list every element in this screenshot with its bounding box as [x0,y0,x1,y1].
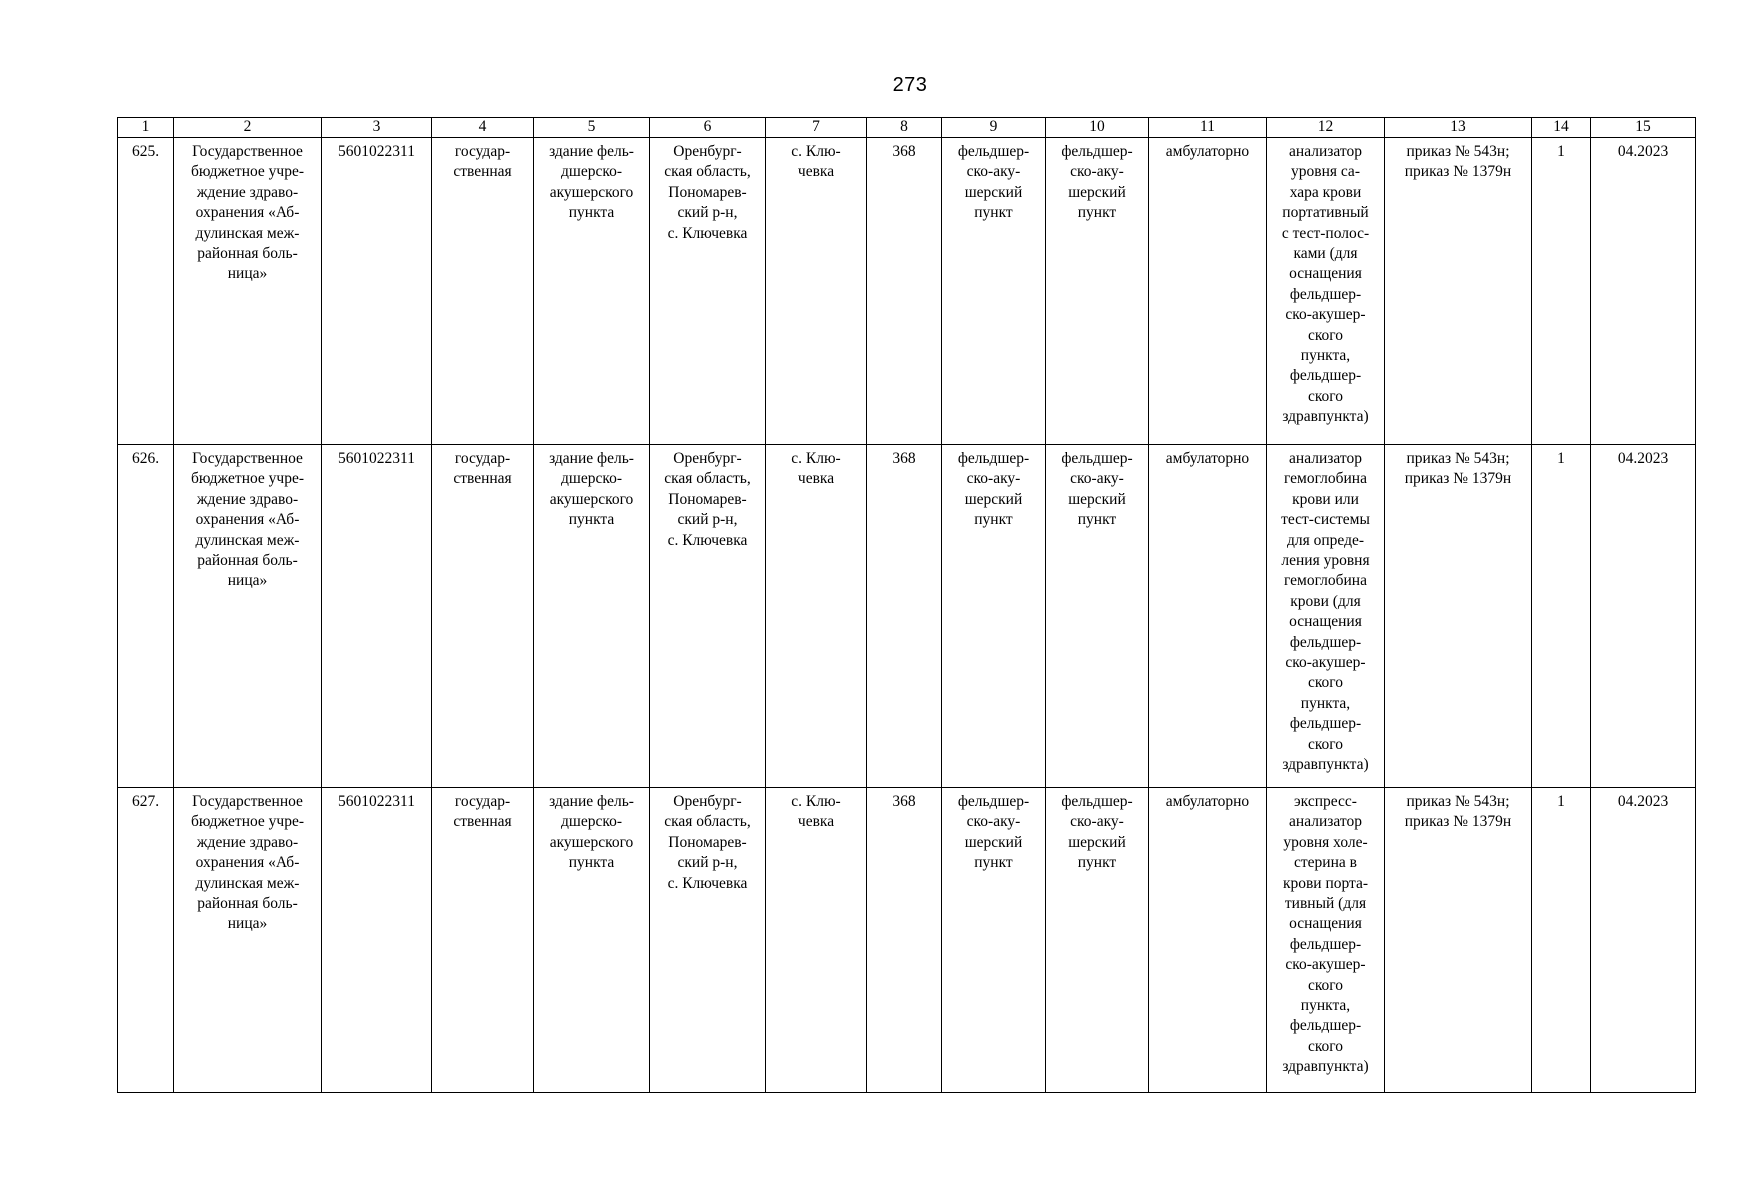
equipment-cell: анализатор уровня са- хара крови портативный с тест-полос- ками (для оснащения фельдшер- ско-акушер- ского пункта, фельдшер- ского здравпункта) [1267,138,1385,445]
unit-type-cell: фельдшер- ско-аку- шерский пункт [942,788,1046,1093]
column-header: 4 [432,118,534,138]
inn-cell: 5601022311 [322,138,432,445]
column-header: 3 [322,118,432,138]
column-header: 15 [1591,118,1696,138]
ownership-cell: государ- ственная [432,138,534,445]
unit-type-cell: фельдшер- ско-аку- шерский пункт [942,138,1046,445]
population-cell: 368 [867,445,942,788]
registry-table [117,117,1696,1093]
column-header: 6 [650,118,766,138]
unit-type-cell: фельдшер- ско-аку- шерский пункт [1046,138,1149,445]
column-header: 11 [1149,118,1267,138]
equipment-cell: экспресс- анализатор уровня холе- стерина в крови порта- тивный (для оснащения фельдшер- ско-акушер- ского пункта, фельдшер- ского здравпункта) [1267,788,1385,1093]
row-number: 625. [118,138,174,445]
ownership-cell: государ- ственная [432,788,534,1093]
unit-type-cell: фельдшер- ско-аку- шерский пункт [1046,788,1149,1093]
table-row [118,138,1696,445]
column-header: 7 [766,118,867,138]
unit-type-cell: фельдшер- ско-аку- шерский пункт [1046,445,1149,788]
quantity-cell: 1 [1532,138,1591,445]
building-cell: здание фель- дшерско- акушерского пункта [534,138,650,445]
inn-cell: 5601022311 [322,788,432,1093]
address-cell: Оренбург- ская область, Пономарев- ский р-н, с. Ключевка [650,788,766,1093]
column-header: 8 [867,118,942,138]
column-header: 10 [1046,118,1149,138]
page-number: 273 [892,74,928,96]
settlement-cell: с. Клю- чевка [766,445,867,788]
ownership-cell: государ- ственная [432,445,534,788]
column-header: 1 [118,118,174,138]
care-form-cell: амбулаторно [1149,445,1267,788]
orders-cell: приказ № 543н; приказ № 1379н [1385,788,1532,1093]
header-row [118,118,1696,138]
care-form-cell: амбулаторно [1149,138,1267,445]
date-cell: 04.2023 [1591,445,1696,788]
organization-name: Государственное бюджетное учре- ждение здраво- охранения «Аб- дулинская меж- районная боль- ница» [174,138,322,445]
quantity-cell: 1 [1532,445,1591,788]
column-header: 2 [174,118,322,138]
quantity-cell: 1 [1532,788,1591,1093]
table-row [118,788,1696,1093]
care-form-cell: амбулаторно [1149,788,1267,1093]
address-cell: Оренбург- ская область, Пономарев- ский р-н, с. Ключевка [650,138,766,445]
population-cell: 368 [867,788,942,1093]
row-number: 626. [118,445,174,788]
date-cell: 04.2023 [1591,138,1696,445]
organization-name: Государственное бюджетное учре- ждение здраво- охранения «Аб- дулинская меж- районная боль- ница» [174,445,322,788]
row-number: 627. [118,788,174,1093]
settlement-cell: с. Клю- чевка [766,138,867,445]
orders-cell: приказ № 543н; приказ № 1379н [1385,138,1532,445]
unit-type-cell: фельдшер- ско-аку- шерский пункт [942,445,1046,788]
column-header: 13 [1385,118,1532,138]
organization-name: Государственное бюджетное учре- ждение здраво- охранения «Аб- дулинская меж- районная боль- ница» [174,788,322,1093]
building-cell: здание фель- дшерско- акушерского пункта [534,788,650,1093]
building-cell: здание фель- дшерско- акушерского пункта [534,445,650,788]
date-cell: 04.2023 [1591,788,1696,1093]
column-header: 12 [1267,118,1385,138]
column-header: 14 [1532,118,1591,138]
column-header: 9 [942,118,1046,138]
orders-cell: приказ № 543н; приказ № 1379н [1385,445,1532,788]
equipment-cell: анализатор гемоглобина крови или тест-системы для опреде- ления уровня гемоглобина крови (для оснащения фельдшер- ско-акушер- ского пункта, фельдшер- ского здравпункта) [1267,445,1385,788]
population-cell: 368 [867,138,942,445]
table-row [118,445,1696,788]
settlement-cell: с. Клю- чевка [766,788,867,1093]
column-header: 5 [534,118,650,138]
inn-cell: 5601022311 [322,445,432,788]
address-cell: Оренбург- ская область, Пономарев- ский р-н, с. Ключевка [650,445,766,788]
